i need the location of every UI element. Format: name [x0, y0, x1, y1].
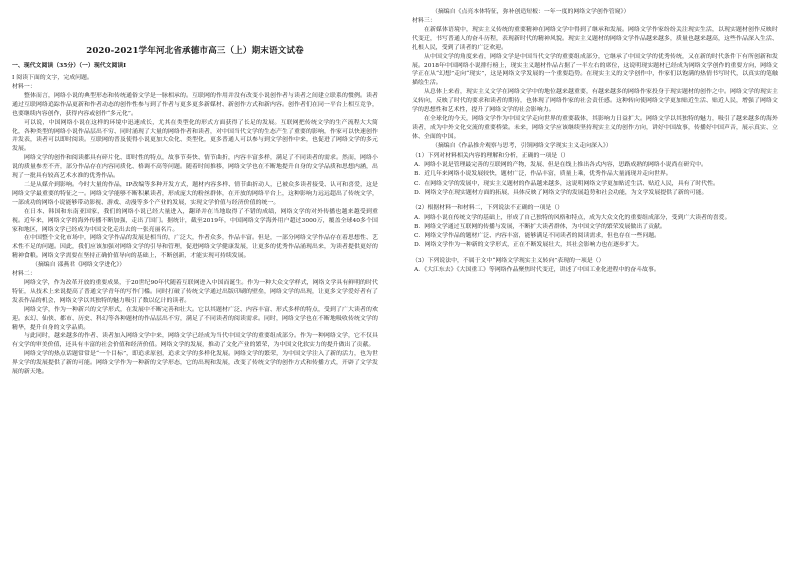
question-1: （1）下列对材料相关内容的理解和分析，正确的一项是（） — [412, 152, 569, 159]
material-2-title: 材料二： — [12, 271, 36, 278]
question-1-option-a: A．网络小说是管理最完善的互联网的产物，发展、但是在线上推出各式内容，思路成熟的网络小说尚在研究中。 — [414, 162, 707, 169]
paragraph: 在全球化的今天，网络文学作为中国文学走向世界的重要载体，其影响力日益扩大。网络文学以其独特的魅力，吸引了越来越多的海外读者，成为中外文化交流的重要桥梁。未来，网络文学应该继续坚持现实主义的创作方向，讲好中国故事，传播好中国声音，展示真实、立体、全面的中国。 — [412, 115, 778, 140]
paragraph: 可以说，中国网络小说在这样的环境中迅速成长，尤其在类型化的形式方面获得了长足的发展。互联网把传统文学的生产流程大大简化，各种类型的网络小说作品层出不穷、同时涌现了大量的网络作者和读者，对中国当代文学的生态产生了重要的影响，作家可以快速创作并发表，读者可以即时阅读。互联网的普及使得小说更加大众化、类型化，更多普通人可以参与到文学创作中来，也促进了网络文学的多元发展。 — [12, 119, 378, 153]
source-note: （摘编自《点亮本体特征，弥补创造短板：一年一度的网络文学创作管窥》） — [432, 9, 630, 15]
material-3-title: 材料三： — [412, 18, 436, 24]
paragraph: 二是从媒介到影响。今时大量的作品，IP改编等多种开发方式，题材内容多样、情节曲折动人，已被众多读者接受、认可和喜爱，这是网络文学最重要的特征之一。网络文学能够不断积累读者，形成庞大的粉丝群体，在开放的网络平台上，这种影响力远远超出了传统文学，一部成功的网络小说能够带动影视、游戏、动漫等多个产业的发展，实现文学价值与经济价值的统一。 — [12, 181, 378, 206]
right-column — [412, 8, 778, 554]
paragraph: 网络文学的热点话题常常是“一个目标”，即追求原创，追求文学的多样化发展。网络文学的繁荣，为中国文学注入了新的活力，也为世界文学的发展提供了新的可能。网络文学作为一种新的文学形态，它的出现和发展，改变了传统文学的创作方式和传播方式，开辟了文学发展的新天地。 — [12, 351, 378, 376]
paragraph: 在日本、韩国和东南亚国家，我们的网络小说已经大量进入，翻译并在当地取得了不错的成绩，网络文学的对外传播也越来越受到重视。近年来，网络文学的海外传播不断加强，走出了国门。据统计，截至2019年，中国网络文学海外用户超过3000万，覆盖全球40多个国家和地区，网络文学已经成为中国文化走出去的一张亮丽名片。 — [12, 208, 378, 233]
paragraph: 在中国整个文化市场中，网络文学作品的发展是相当的，广泛大，作者众多，作品丰富。但是，一部分网络文学作品存在着思想性、艺术性不足的问题。因此，我们应该加强对网络文学的引导和管理，促进网络文学健康发展，让更多的优秀作品涌现出来，为读者提供更好的精神食粮。网络文学需要在坚持正确价值导向的基础上，不断创新，才能实现可持续发展。 — [12, 235, 378, 260]
question-2: （2）根据材料一和材料二，下列说法不正确的一项是（） — [412, 205, 564, 212]
section-heading: 一、现代文阅读（35分）（一）现代文阅读Ⅰ — [12, 62, 127, 69]
paragraph: 从总体上来看，现实主义文学在网络文学中的地位越来越重要，有越来越多的网络作家投身于现实题材的创作之中。网络文学的现实主义转向，反映了时代的要求和读者的期待，也体现了网络作家的社会责任感。这种转向使网络文学更加贴近生活、贴近人民，增强了网络文学的思想性和艺术性，提升了网络文学的社会影响力。 — [412, 89, 778, 114]
paragraph: 网络文学的创作和阅读都具有碎片化、即时性的特点，故事节奏快、情节曲折，内容丰富多样，满足了不同读者的需求。然而，网络小说的质量参差不齐，部分作品存在内容同质化、格调不高等问题。随着时间推移，网络文学也在不断地提升自身的文学品质和思想内涵，出现了一批具有较高艺术水准的优秀作品。 — [12, 155, 378, 180]
left-column — [12, 8, 378, 554]
question-2-option-a: A．网络小说在传统文学的基础上，形成了自己独特的风格和特点，成为大众文化的重要组成部分，受到广大读者的喜爱。 — [414, 214, 731, 221]
paragraph: 与此同时，越来越多的作者、读者加入网络文学中来，网络文学已经成为当代中国文学的重要组成部分。作为一种网络文学，它不仅具有文学的审美价值，还具有丰富的社会价值和经济价值。网络文学的发展，推动了文化产业的繁荣，为中国文化软实力的提升做出了贡献。 — [12, 333, 378, 349]
paragraph: 网络文学，作为一种新兴的文学形式，在发展中不断完善和壮大。它以其题材广泛、内容丰富、形式多样的特点，受到了广大读者的欢迎。玄幻、仙侠、都市、历史、科幻等各种题材的作品层出不穷，满足了不同读者的阅读需求。同时，网络文学也在不断地吸收传统文学的精华，提升自身的文学品质。 — [12, 306, 378, 331]
subsection-heading: I 阅读下面的文字，完成问题。 — [12, 75, 93, 81]
source-note: （摘编自 邵燕君《网络文学进化》） — [32, 262, 126, 269]
question-2-option-c: C．网络文学作品的题材广泛、内容丰富，能够满足不同读者的阅读需求，但也存在一些问题。 — [414, 233, 661, 240]
paragraph: 网络文学，作为改革开放的重要成果，于20世纪90年代随着互联网进入中国而诞生。作为一种大众文学样式，网络文学具有鲜明的时代特征，从技术上来说提高了普通文学青年的写作门槛。同时打破了传统文学通过出版印刷的壁垒，网络文学的出现，让更多文学爱好者有了发表作品的机会，网络文学以其独特的魅力吸引了数以亿计的读者。 — [12, 280, 378, 304]
paragraph: 在新媒体语境中，现实主义传统的重要精神在网络文学中得到了继承和发展。网络文学作家纷纷关注现实生活，以现实题材创作反映时代变迁，书写普通人的奋斗历程，表现新时代的精神风貌。现实主义题材的网络文学作品越来越多，质量也越来越高，这些作品深入生活、扎根人民，受到了读者的广泛欢迎。 — [412, 26, 778, 51]
question-1-option-c: C．在网络文学的发展中，现实主义题材的作品越来越多，这说明网络文学更加贴近生活、贴近人民，具有了时代性。 — [414, 180, 719, 187]
question-2-option-b: B．网络文学通过互联网的传播与发展，不断扩大读者群体，为中国文学的繁荣发展做出了贡献。 — [414, 223, 666, 230]
question-1-option-b: B．近几年来网络小说发展较快，题材广泛，作品丰富，质量上乘，优秀作品大量涌现并走向世界。 — [414, 171, 672, 178]
paragraph: 从中国文学的角度来看，网络文学是中国当代文学的重要组成部分，它继承了中国文学的优秀传统，又在新的时代条件下有所创新和发展。2018年中国网络小说排行榜上，现实主义题材作品占据了一半左右的席位，这说明现实题材已经成为网络文学创作的重要方向，网络文学正在从“幻想”走向“现实”，这是网络文学发展的一个重要趋势。在现实主义的文学创作中，作家们以饱满的热情书写时代，以真实的笔触描绘生活。 — [412, 53, 778, 87]
source-note: （摘编自《作品推介观察与思考，引领网络文学现实主义走向深入》） — [432, 142, 612, 149]
question-2-option-d: D．网络文学作为一种新的文学形式，正在不断发展壮大，其社会影响力也在逐步扩大。 — [414, 242, 643, 249]
material-1-title: 材料一： — [12, 84, 36, 90]
question-1-option-d: D．网络文学在现实题材方面的拓展，具体反映了网络文学的发展趋势和社会功能，为文学发展提供了新的可能。 — [414, 189, 708, 196]
question-3-option-a: A．《大江东去》《大国重工》等网络作品聚焦时代变迁，讲述了中国工业化进程中的奋斗故事。 — [414, 267, 660, 274]
exam-title: 2020-2021学年河北省承德市高三（上）期末语文试卷 — [86, 46, 304, 56]
question-3: （3）下列说法中，不属于文中“网络文学现实主义转向”表现的一项是（） — [412, 257, 605, 264]
paragraph: 整体而言，网络小说的典型形态和传统通俗文学是一脉相承的。互联网的作用并没有改变小说创作者与读者之间建立联系的惯例。读者通过互联网络追踪作品更新和作者动态的创作性参与到了作者与更多更多新媒材、新创作方式和新内容。创作者们在同一平台上相互竞争，也要继续内容创作，获得内容或创作“多元化”。 — [12, 92, 378, 117]
